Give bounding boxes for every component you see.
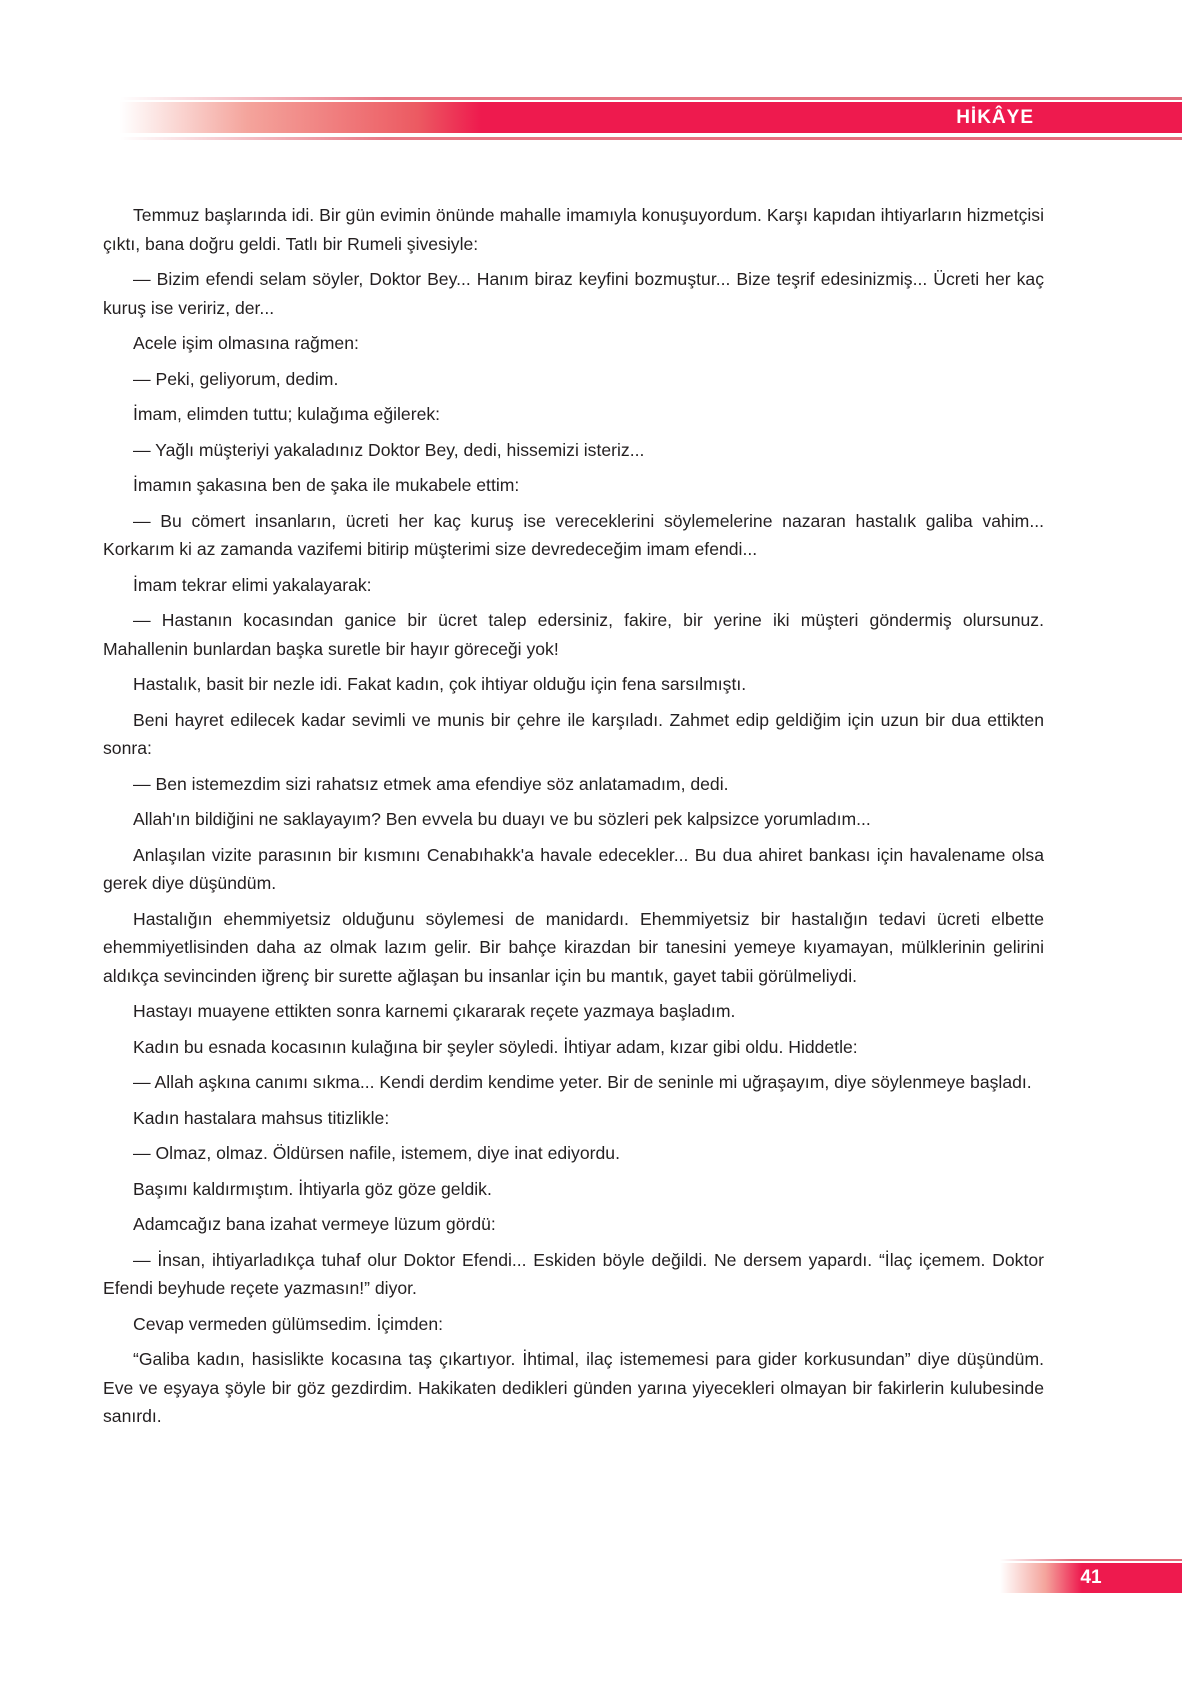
story-text (103, 201, 1044, 1438)
paragraph: İmam tekrar elimi yakalayarak: (133, 574, 372, 595)
section-title: HİKÂYE (956, 107, 1034, 128)
paragraph: — Allah aşkına canımı sıkma... Kendi derdim kendime yeter. Bir de seninle mi uğraşayım, diye söylenmeye başladı. (133, 1072, 1032, 1092)
paragraph: Kadın hastalara mahsus titizlikle: (133, 1107, 390, 1128)
paragraph: İmam, elimden tuttu; kulağıma eğilerek: (133, 404, 441, 424)
paragraph: — Yağlı müşteriyi yakaladınız Doktor Bey, dedi, hissemizi isteriz... (133, 439, 645, 460)
paragraph: Beni hayret edilecek kadar sevimli ve munis bir çehre ile karşıladı. Zahmet edip geldiğim için uzun bir dua ettikten sonra: (103, 709, 1044, 758)
paragraph: Hastayı muayene ettikten sonra karnemi çıkararak reçete yazmaya başladım. (133, 1001, 736, 1021)
paragraph: — Ben istemezdim sizi rahatsız etmek ama efendiye söz anlatamadım, dedi. (133, 773, 729, 794)
paragraph: — İnsan, ihtiyarladıkça tuhaf olur Doktor Efendi... Eskiden böyle değildi. Ne dersem yapardı. “İlaç içemem. Doktor Efendi beyhude reçete yazmasın!” diyor. (103, 1249, 1044, 1298)
paragraph: — Hastanın kocasından ganice bir ücret talep edersiniz, fakire, bir yerine iki müşteri göndermiş olursunuz. Mahallenin bunlardan başka suretle bir hayır göreceği yok! (103, 610, 1044, 659)
paragraph: “Galiba kadın, hasislikte kocasına taş çıkartıyor. İhtimal, ilaç istememesi para gider korkusundan” diye düşündüm. Eve ve eşyaya şöyle bir göz gezdirdim. Hakikaten dedikleri günden yarına yiyecekleri olmayan bir fakirlerin kulubesinde sanırdı. (103, 1349, 1044, 1426)
paragraph: Başımı kaldırmıştım. İhtiyarla göz göze geldik. (133, 1178, 492, 1199)
paragraph: Kadın bu esnada kocasının kulağına bir şeyler söyledi. İhtiyar adam, kızar gibi oldu. Hiddetle: (133, 1036, 858, 1057)
page-number: 41 (1080, 1567, 1102, 1588)
footer-rule (1000, 1559, 1182, 1561)
paragraph: — Bizim efendi selam söyler, Doktor Bey... Hanım biraz keyfini bozmuştur... Bize teşrif edesinizmiş... Ücreti her kaç kuruş ise veririz, der... (103, 269, 1044, 318)
paragraph: Temmuz başlarında idi. Bir gün evimin önünde mahalle imamıyla konuşuyordum. Karşı kapıdan ihtiyarların hizmetçisi çıktı, bana doğru geldi. Tatlı bir Rumeli şivesiyle: (103, 205, 1044, 254)
paragraph: — Olmaz, olmaz. Öldürsen nafile, istemem, diye inat ediyordu. (133, 1143, 620, 1163)
paragraph: — Bu cömert insanların, ücreti her kaç kuruş ise vereceklerini söylemelerine nazaran hastalık galiba vahim... Korkarım ki az zamanda vazifemi bitirip müşterimi size devredeceğim imam efendi... (103, 510, 1044, 559)
paragraph: Allah'ın bildiğini ne saklayayım? Ben evvela bu duayı ve bu sözleri pek kalpsizce yorumladım... (133, 809, 871, 829)
paragraph: Adamcağız bana izahat vermeye lüzum gördü: (133, 1214, 496, 1234)
paragraph: Hastalık, basit bir nezle idi. Fakat kadın, çok ihtiyar olduğu için fena sarsılmıştı. (133, 674, 747, 694)
paragraph: Cevap vermeden gülümsedim. İçimden: (133, 1313, 443, 1334)
paragraph: — Peki, geliyorum, dedim. (133, 368, 339, 389)
paragraph: İmamın şakasına ben de şaka ile mukabele ettim: (133, 475, 520, 495)
paragraph: Acele işim olmasına rağmen: (133, 333, 359, 353)
header-top-rule (120, 97, 1182, 100)
header-bottom-rule (120, 137, 1182, 140)
paragraph: Hastalığın ehemmiyetsiz olduğunu söylemesi de manidardı. Ehemmiyetsiz bir hastalığın tedavi ücreti elbette ehemmiyetlisinden daha az olmak lazım gelir. Bir bahçe kirazdan bir tanesini yemeye kıyamayan, mülklerinin gelirini aldıkça sevincinden iğrenç bir surette ağlaşan bu insanlar için bu mantık, gayet tabii görülmeliydi. (103, 908, 1044, 986)
paragraph: Anlaşılan vizite parasının bir kısmını Cenabıhakk'a havale edecekler... Bu dua ahiret bankası için havalename olsa gerek diye düşündüm. (103, 844, 1044, 893)
